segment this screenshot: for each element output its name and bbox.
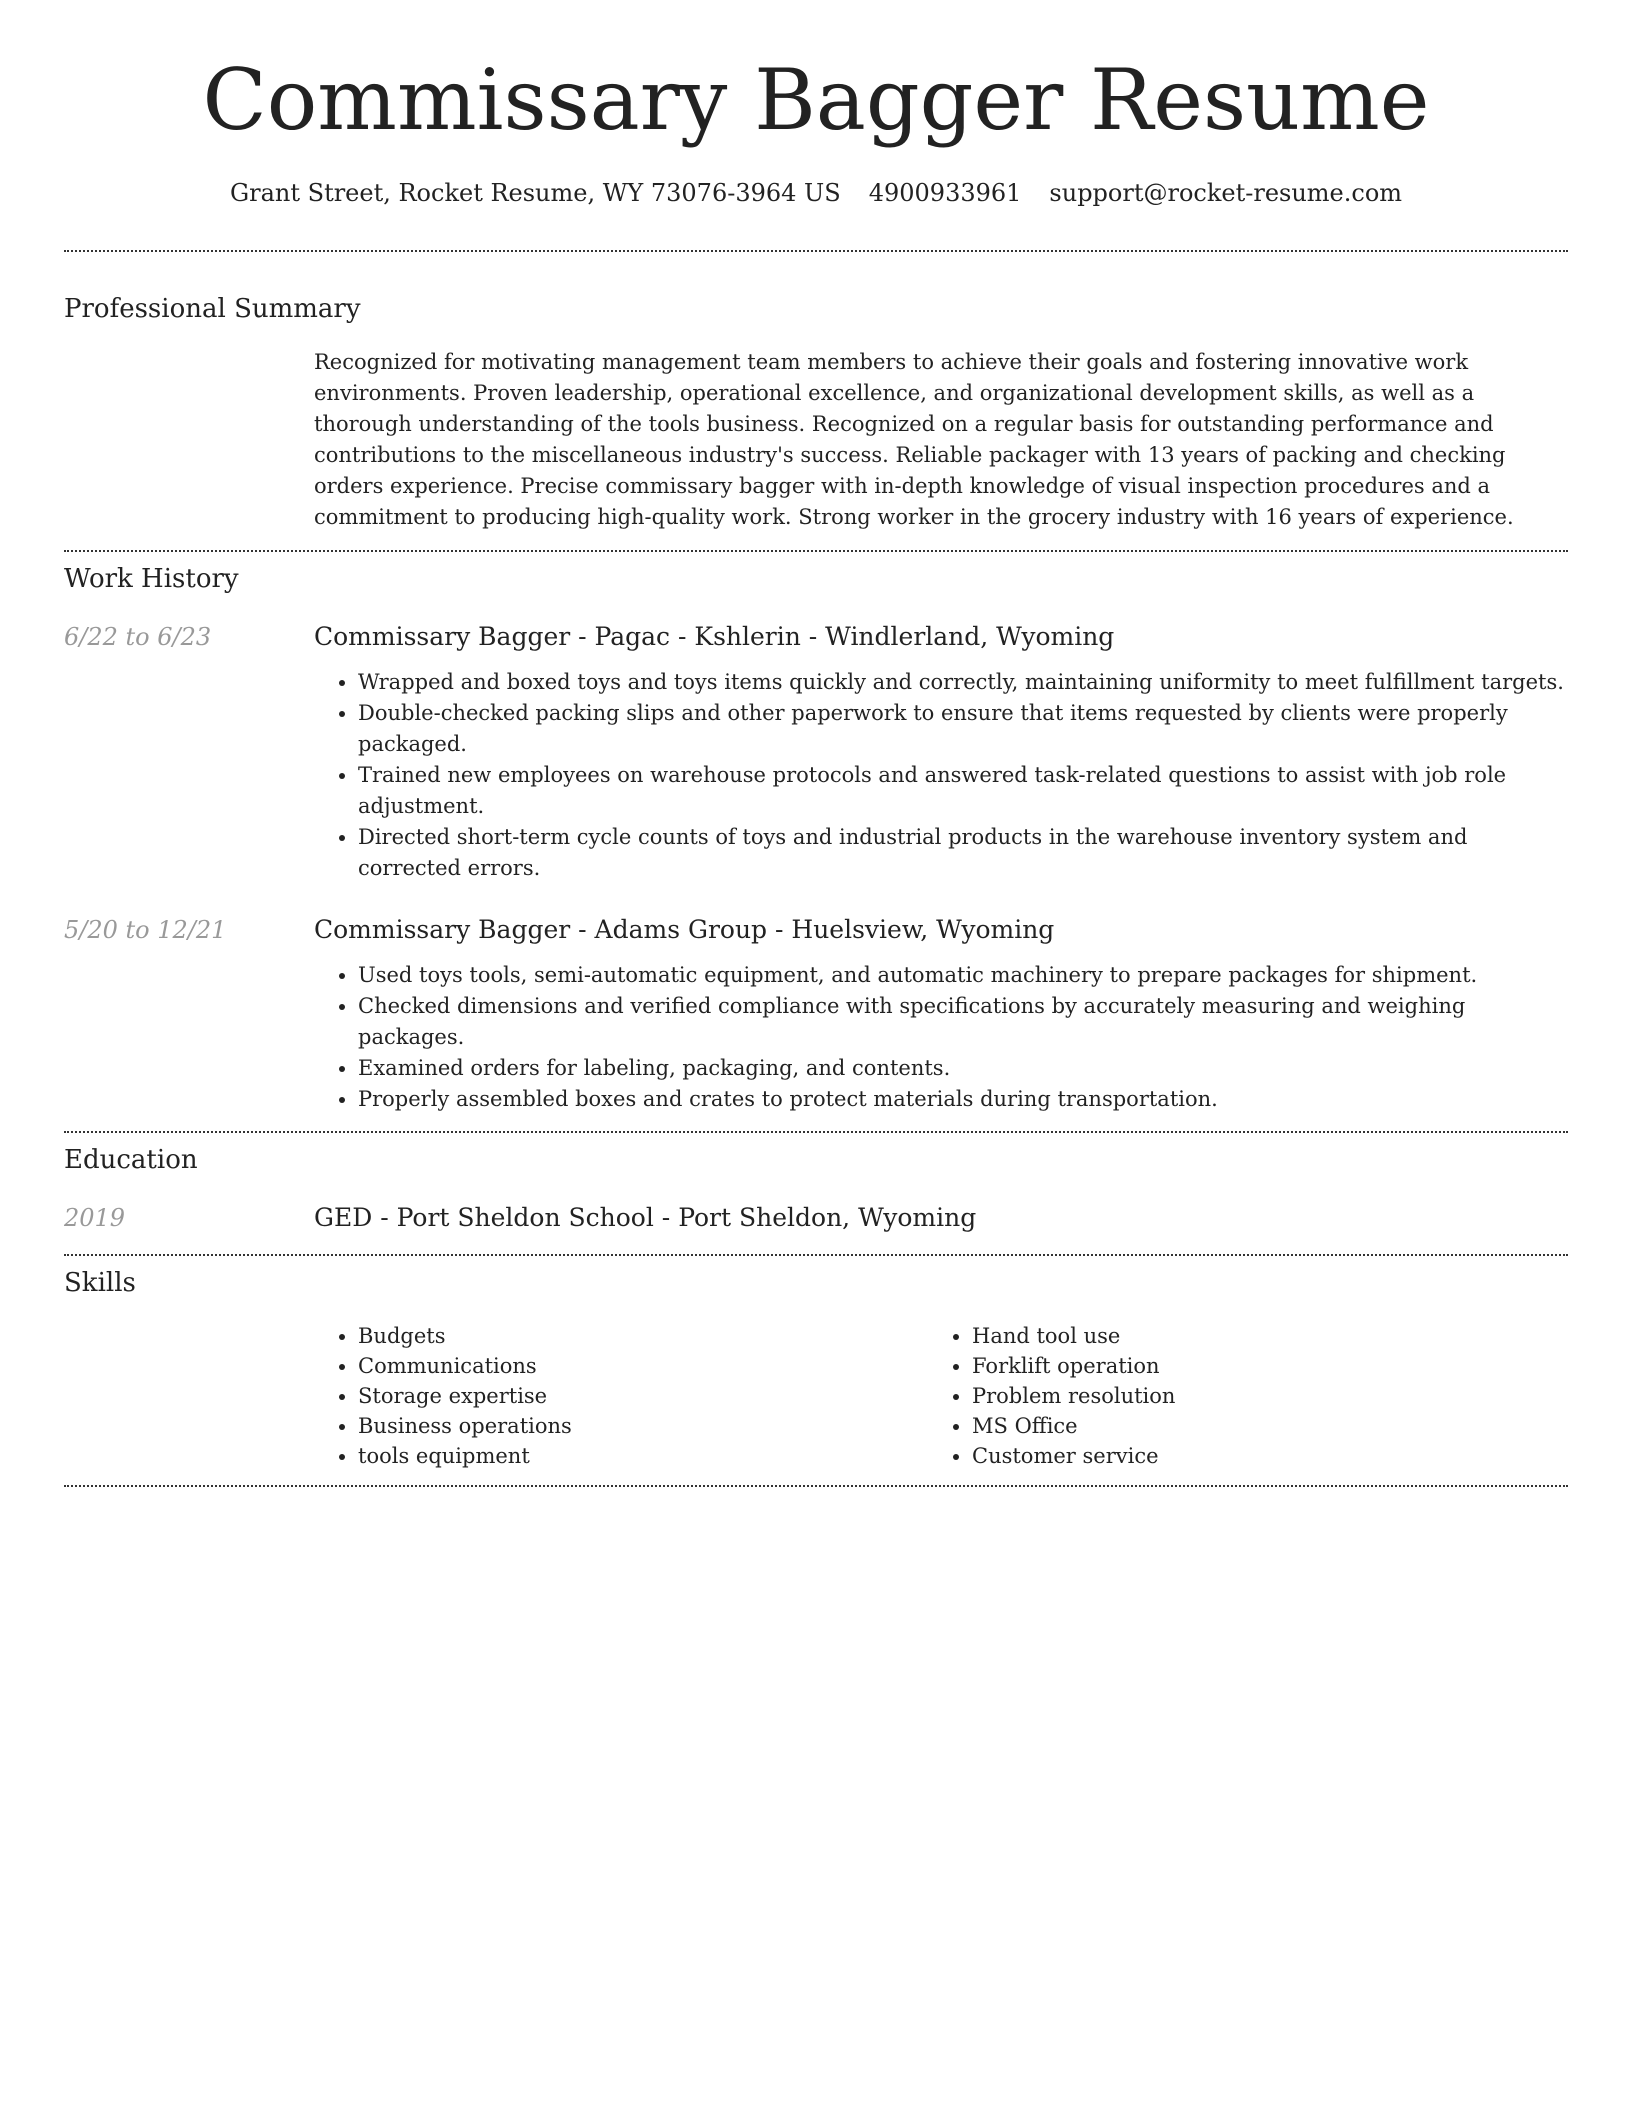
job-bullets [314, 960, 1568, 1115]
list-item: • Double-checked packing slips and other paperwork to ensure that items requested by clients were properly packaged. [358, 698, 1568, 760]
list-item: • tools equipment [358, 1441, 928, 1471]
list-item: • Business operations [358, 1411, 928, 1441]
education-entry [64, 1202, 1568, 1234]
list-item: • Examined orders for labeling, packaging, and contents. [358, 1053, 1568, 1084]
divider [64, 1485, 1568, 1487]
list-item: • Directed short-term cycle counts of toys and industrial products in the warehouse inventory system and corrected errors. [358, 822, 1568, 884]
summary-text: Recognized for motivating management team members to achieve their goals and fostering innovative work environments. Proven leadership, operational excellence, and organizational development skills, as well as a thorough understanding of the tools business. Recognized on a regular basis for outstanding performance and contributions to the miscellaneous industry's success. Reliable packager with 13 years of packing and checking orders experience. Precise commissary bagger with in-depth knowledge of visual inspection procedures and a commitment to producing high-quality work. Strong worker in the grocery industry with 16 years of experience. [314, 350, 1514, 529]
list-item: • Used toys tools, semi-automatic equipment, and automatic machinery to prepare packages for shipment. [358, 960, 1568, 991]
contact-line [64, 178, 1568, 208]
resume-page [64, 0, 1568, 1487]
list-item: • Checked dimensions and verified compliance with specifications by accurately measuring and weighing packages. [358, 991, 1568, 1053]
job-dates: 6/22 to 6/23 [64, 623, 212, 651]
contact-email: support@rocket-resume.com [1049, 179, 1403, 207]
education-title: GED - Port Sheldon School - Port Sheldon, Wyoming [314, 1203, 977, 1232]
list-item: • Wrapped and boxed toys and toys items quickly and correctly, maintaining uniformity to meet fulfillment targets. [358, 667, 1568, 698]
list-item: • Communications [358, 1351, 928, 1381]
list-item: • Properly assembled boxes and crates to protect materials during transportation. [358, 1084, 1568, 1115]
resume-title: Commissary Bagger Resume [202, 51, 1430, 149]
list-item: • Problem resolution [972, 1381, 1542, 1411]
contact-address: Grant Street, Rocket Resume, WY 73076-3964 US [229, 179, 841, 207]
skills-column-left [314, 1321, 928, 1471]
list-item: • Forklift operation [972, 1351, 1542, 1381]
section-title-education: Education [64, 1145, 198, 1175]
contact-phone: 4900933961 [868, 179, 1022, 207]
job-title: Commissary Bagger - Pagac - Kshlerin - Windlerland, Wyoming [314, 622, 1115, 651]
skills-row [64, 1321, 1568, 1471]
job-title: Commissary Bagger - Adams Group - Huelsview, Wyoming [314, 915, 1055, 944]
divider [64, 250, 1568, 252]
divider [64, 1131, 1568, 1133]
job-entry [64, 621, 1568, 884]
section-title-skills: Skills [64, 1268, 136, 1298]
section-title-work-history: Work History [64, 564, 239, 594]
list-item: • Budgets [358, 1321, 928, 1351]
skills-list [314, 1321, 1568, 1471]
divider [64, 550, 1568, 552]
divider [64, 1254, 1568, 1256]
list-item: • MS Office [972, 1411, 1542, 1441]
education-year: 2019 [64, 1204, 126, 1232]
list-item: • Hand tool use [972, 1321, 1542, 1351]
skills-column-right [928, 1321, 1542, 1471]
list-item: • Customer service [972, 1441, 1542, 1471]
job-entry [64, 914, 1568, 1115]
job-dates: 5/20 to 12/21 [64, 916, 227, 944]
list-item: • Trained new employees on warehouse protocols and answered task-related questions to assist with job role adjustment. [358, 760, 1568, 822]
list-item: • Storage expertise [358, 1381, 928, 1411]
job-bullets [314, 667, 1568, 884]
summary-row [64, 347, 1568, 533]
section-title-summary: Professional Summary [64, 294, 361, 324]
